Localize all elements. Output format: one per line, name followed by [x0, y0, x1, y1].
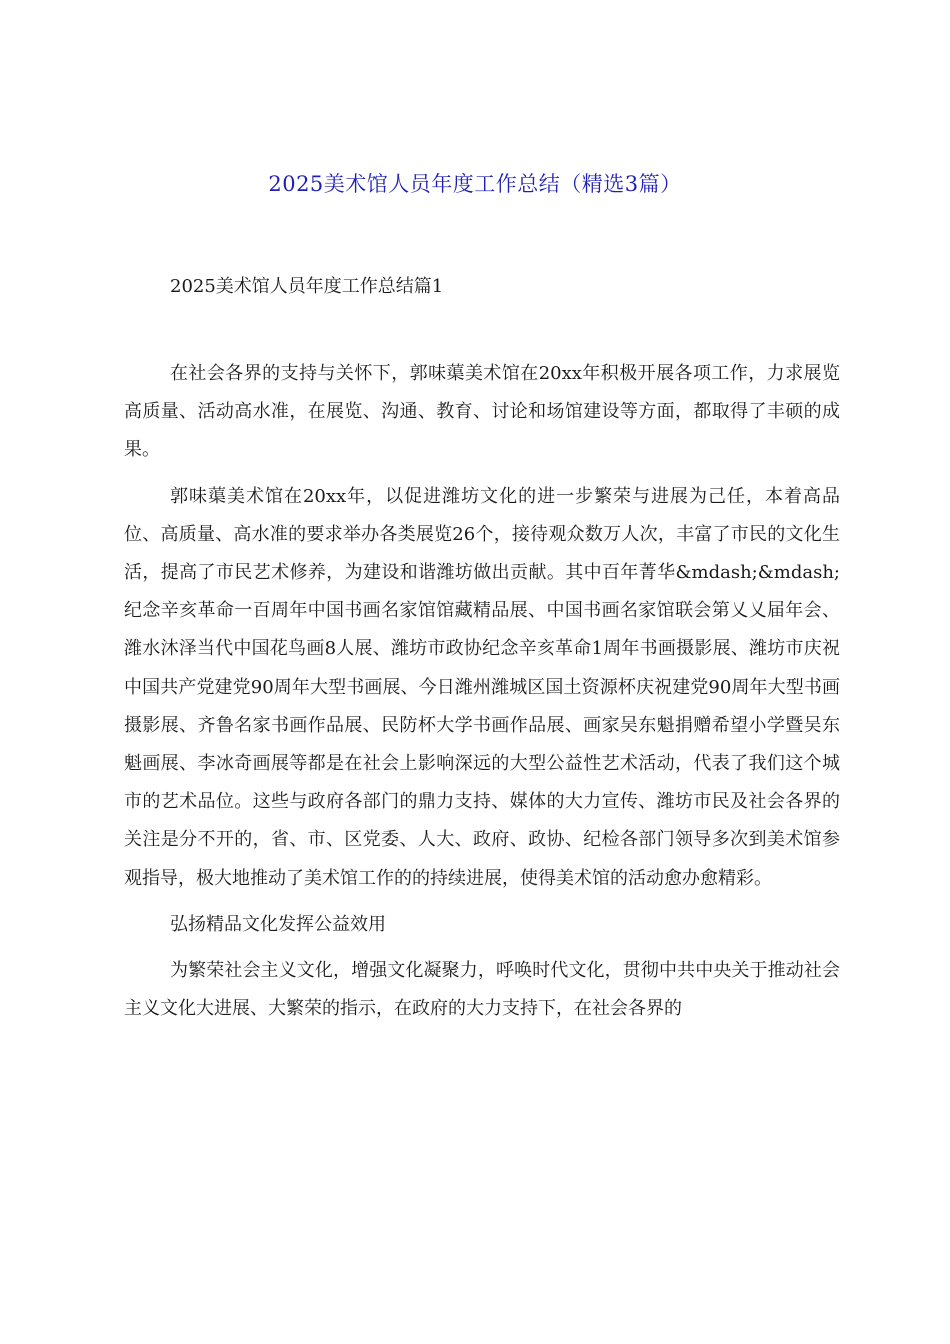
document-body [124, 355, 840, 1028]
paragraph-exhibitions: 郭味蕖美术馆在20xx年，以促进潍坊文化的进一步繁荣与进展为己任，本着高品位、高质量、高水准的要求举办各类展览26个，接待观众数万人次，丰富了市民的文化生活，提高了市民艺术修养，为建设和谐潍坊做出贡献。其中百年菁华&mdash;&mdash;纪念辛亥革命一百周年中国书画名家馆馆藏精品展、中国书画名家馆联会第乂乂届年会、潍水沐泽当代中国花鸟画8人展、潍坊市政协纪念辛亥革命1周年书画摄影展、潍坊市庆祝中国共产党建党90周年大型书画展、今日潍州潍城区国土资源杯庆祝建党90周年大型书画摄影展、齐鲁名家书画作品展、民防杯大学书画作品展、画家吴东魁捐赠希望小学暨吴东魁画展、李冰奇画展等都是在社会上影响深远的大型公益性艺术活动，代表了我们这个城市的艺术品位。这些与政府各部门的鼎力支持、媒体的大力宣传、潍坊市民及社会各界的关注是分不开的，省、市、区党委、人大、政府、政协、纪检各部门领导多次到美术馆参观指导，极大地推动了美术馆工作的的持续进展，使得美术馆的活动愈办愈精彩。 [124, 485, 840, 889]
document-title: 2025美术馆人员年度工作总结（精选3篇） [268, 172, 682, 196]
paragraph-subheading: 弘扬精品文化发挥公益效用 [170, 913, 386, 935]
paragraph-culture: 为繁荣社会主义文化，增强文化凝聚力，呼唤时代文化，贯彻中共中央关于推动社会主义文化大进展、大繁荣的指示，在政府的大力支持下，在社会各界的 [124, 960, 840, 1020]
paragraph-intro: 在社会各界的支持与关怀下，郭味蕖美术馆在20xx年积极开展各项工作，力求展览高质量、活动高水准，在展览、沟通、教育、讨论和场馆建设等方面，都取得了丰硕的成果。 [124, 363, 840, 461]
section-heading: 2025美术馆人员年度工作总结篇1 [170, 276, 444, 297]
